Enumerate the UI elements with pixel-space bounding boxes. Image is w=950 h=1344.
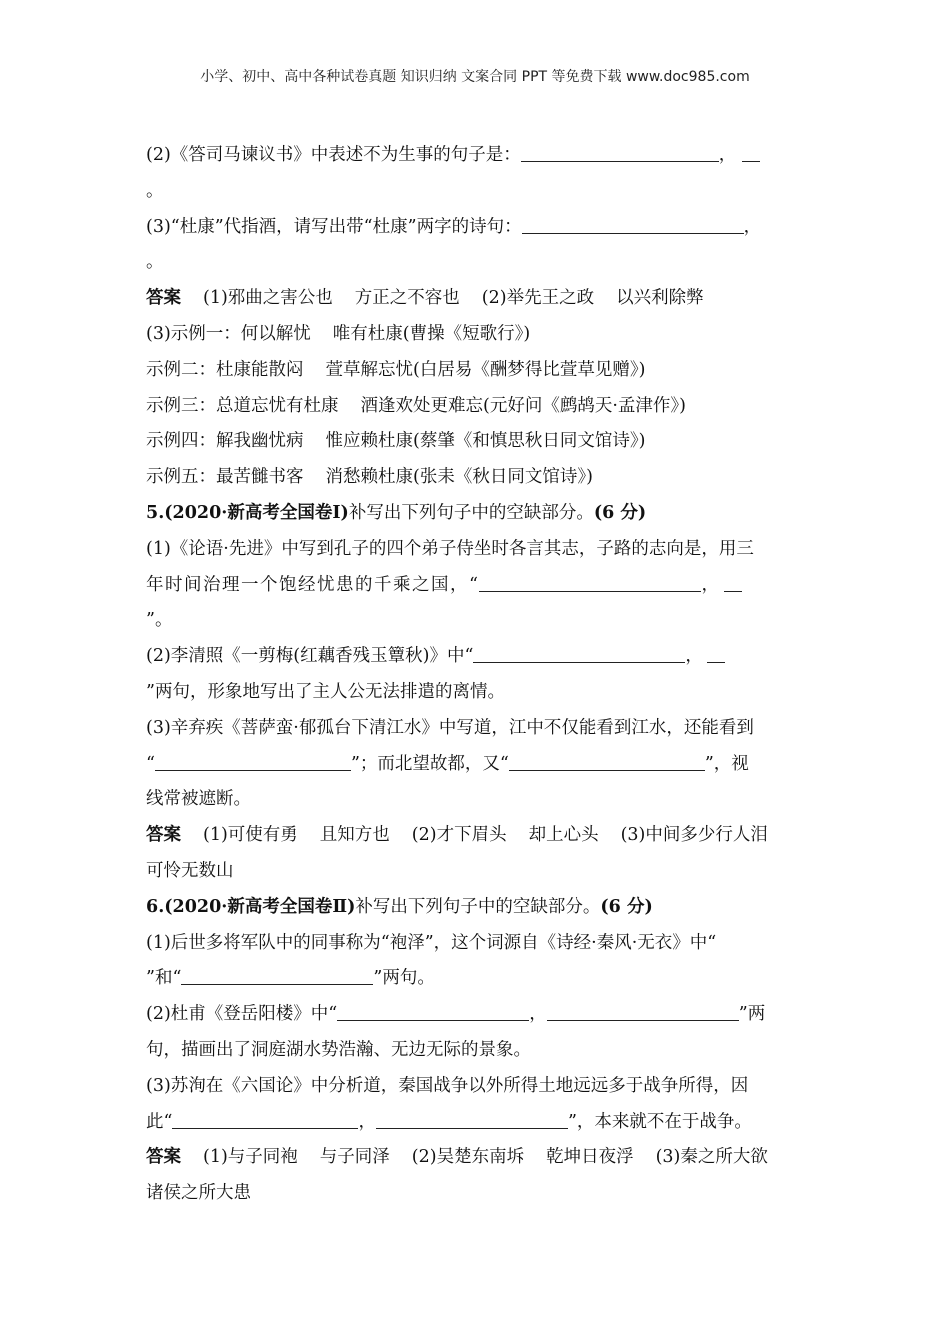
q4-part3: (3)“杜康”代指酒，请写出带“杜康”两字的诗句： ， [146,210,806,246]
q5-title: 5.(2020·新高考全国卷Ⅰ)补写出下列句子中的空缺部分。(6 分) [146,502,647,523]
q6-answer-cont: 诸侯之所大患 [146,1183,251,1204]
answer-blank[interactable] [479,571,701,592]
answer-blank[interactable] [172,1108,358,1129]
answer-blank[interactable] [509,750,705,771]
q6-part3-line2: 此“ ， ”，本来就不在于战争。 [146,1105,806,1141]
answer-blank[interactable] [521,141,719,162]
q5-part3-line2: “ ”；而北望故都，又“ ”，视 [146,747,806,783]
q5-part2-line2: ”两句，形象地写出了主人公无法排遣的离情。 [146,681,505,702]
q4-answer-example-2: 示例二：杜康能散闷 萱草解忘忧(白居易《酬梦得比萱草见赠》) [146,359,646,380]
document-body [146,138,806,1212]
answer-blank[interactable] [376,1108,568,1129]
q6-part2-line1: (2)杜甫《登岳阳楼》中“ ， ”两 [146,997,806,1033]
q6-title: 6.(2020·新高考全国卷Ⅱ)补写出下列句子中的空缺部分。(6 分) [146,896,653,917]
answer-blank[interactable] [473,642,685,663]
q5-part3-line1: (3)辛弃疾《菩萨蛮·郁孤台下清江水》中写道，江中不仅能看到江水，还能看到 [146,717,754,738]
answer-label: 答案 [146,825,181,846]
q6-part3-line1: (3)苏洵在《六国论》中分析道，秦国战争以外所得土地远远多于战争所得，因 [146,1075,749,1096]
answer-blank[interactable] [547,1000,739,1021]
answer-blank[interactable] [707,642,725,663]
page-header: 小学、初中、高中各种试卷真题 知识归纳 文案合同 PPT 等免费下载 www.doc985.com [200,69,750,85]
answer-blank[interactable] [181,964,373,985]
answer-label: 答案 [146,288,181,309]
q4-answer-example-1: (3)示例一：何以解忧 唯有杜康(曹操《短歌行》) [146,323,531,344]
q6-part1-line2: ”和“ ”两句。 [146,961,806,997]
q4-part3-end: 。 [146,252,164,273]
q5-part2-line1: (2)李清照《一剪梅(红藕香残玉簟秋)》中“ ， [146,639,806,675]
q6-part2-line2: 句，描画出了洞庭湖水势浩瀚、无边无际的景象。 [146,1039,531,1060]
answer-blank[interactable] [522,213,744,234]
q5-part1-line2: 年时间治理一个饱经忧患的千乘之国，“ ， [146,568,806,604]
q5-answer: 答案 (1)可使有勇 且知方也 (2)才下眉头 却上心头 (3)中间多少行人泪 [146,825,768,846]
answer-blank[interactable] [724,571,742,592]
q4-answer-example-5: 示例五：最苦雠书客 消愁赖杜康(张耒《秋日同文馆诗》) [146,467,593,488]
q4-part2-end: 。 [146,180,164,201]
q5-answer-cont: 可怜无数山 [146,860,234,881]
q5-part1-line3: ”。 [146,610,173,631]
q4-answer: 答案 (1)邪曲之害公也 方正之不容也 (2)举先王之政 以兴利除弊 [146,288,704,309]
q4-part2: (2)《答司马谏议书》中表述不为生事的句子是： ， [146,138,806,174]
answer-blank[interactable] [742,141,760,162]
q6-part1-line1: (1)后世多将军队中的同事称为“袍泽”，这个词源自《诗经·秦风·无衣》中“ [146,932,717,953]
q6-answer: 答案 (1)与子同袍 与子同泽 (2)吴楚东南坼 乾坤日夜浮 (3)秦之所大欲 [146,1147,768,1168]
answer-label: 答案 [146,1147,181,1168]
q5-part3-line3: 线常被遮断。 [146,789,251,810]
q4-answer-example-3: 示例三：总道忘忧有杜康 酒逢欢处更难忘(元好问《鹧鸪天·孟津作》) [146,395,686,416]
answer-blank[interactable] [155,750,351,771]
q5-part1-line1: (1)《论语·先进》中写到孔子的四个弟子侍坐时各言其志，子路的志向是，用三 [146,538,754,559]
answer-blank[interactable] [337,1000,529,1021]
q4-answer-example-4: 示例四：解我幽忧病 惟应赖杜康(蔡肇《和慎思秋日同文馆诗》) [146,431,646,452]
